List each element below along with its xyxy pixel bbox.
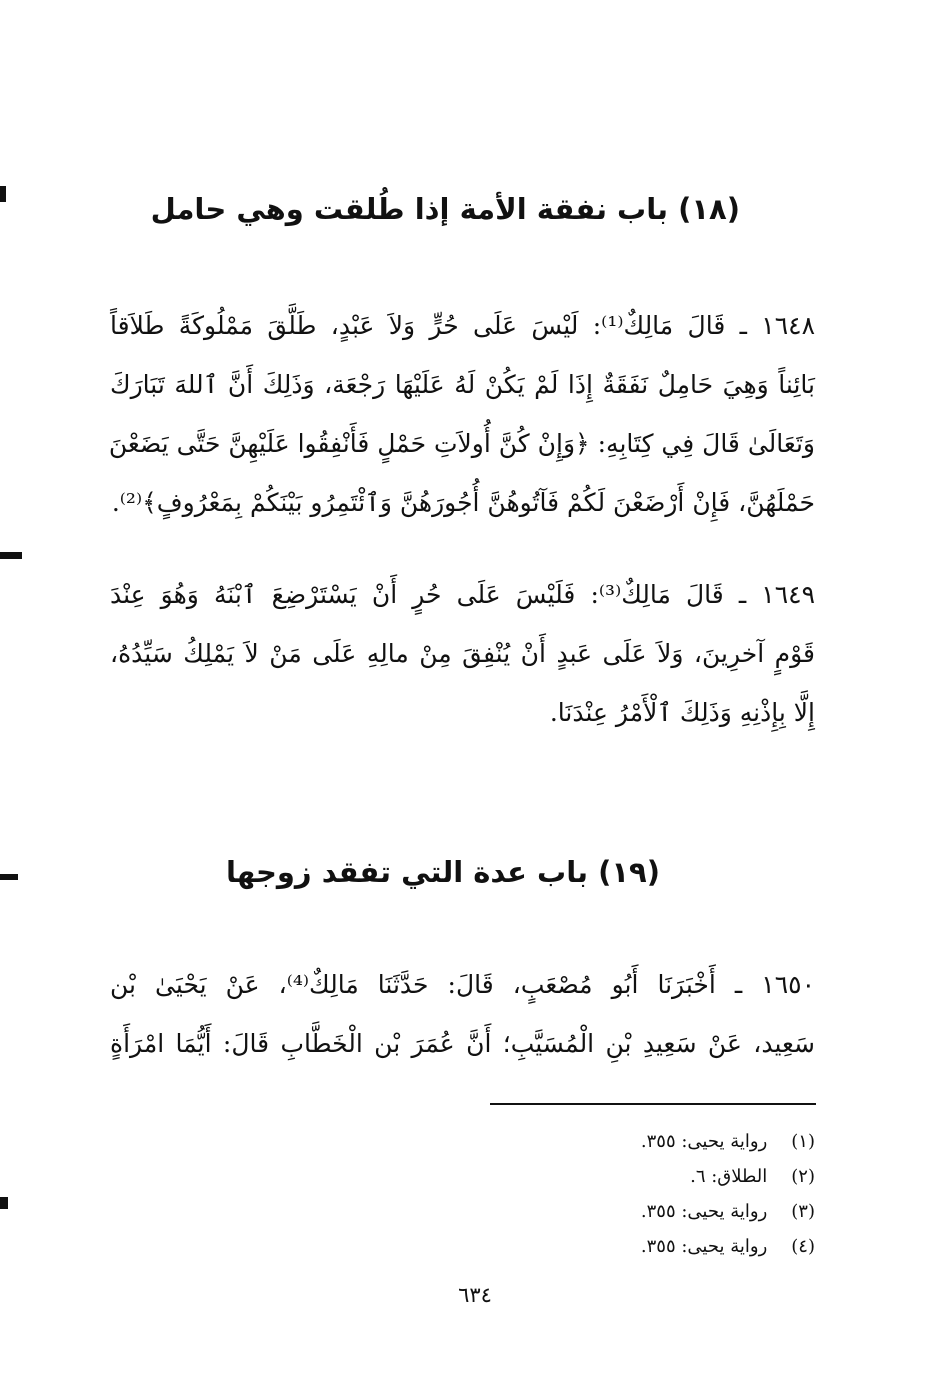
paragraph-1648: [110, 296, 815, 532]
paragraph-line: قَوْمٍ آخرِينَ، وَلاَ عَلَى عَبدٍ أَنْ يُنْفِقَ مِنْ مالِهِ عَلَى مَنْ لاَ يَمْلِكُ سَيِّدُهُ،: [110, 639, 815, 668]
footnote-divider: [490, 1103, 816, 1105]
paragraph-line: إِلَّا بِإِذْنِهِ وَذَلِكَ ٱلْأَمْرُ عِنْدَنَا.: [549, 698, 815, 727]
footnote-item: [480, 1229, 815, 1264]
paragraph-line: بَائِناً وَهِيَ حَامِلٌ نَفَقَةٌ إِذَا لَمْ يَكُنْ لَهُ عَلَيْهَا رَجْعَة، وَذَلِكَ أَنَّ ٱللهَ تَبَارَكَ: [110, 370, 815, 399]
paragraph-line: ١٦٤٨ ـ قَالَ مَالِكٌ⁽¹⁾: لَيْسَ عَلَى حُرٍّ وَلاَ عَبْدٍ، طَلَّقَ مَمْلُوكَةً طَلاَقاً: [110, 311, 815, 340]
footnote-text: الطلاق: ٦.: [690, 1166, 768, 1187]
section-heading-18: (١٨) باب نفقة الأمة إذا طُلقت وهي حامل: [150, 192, 740, 226]
page-number: ٦٣٤: [458, 1283, 492, 1307]
scan-mark: [0, 1197, 8, 1209]
paragraph-line: سَعِيد، عَنْ سَعِيدِ بْنِ الْمُسَيَّبِ؛ أَنَّ عُمَرَ بْن الْخَطَّابِ قَالَ: أَيُّمَا امْرَأَةٍ: [110, 1029, 815, 1058]
section-heading-19: (١٩) باب عدة التي تفقد زوجها: [225, 855, 660, 889]
footnote-number: (٤): [791, 1236, 815, 1257]
paragraph-line: حَمْلَهُنَّ، فَإِنْ أَرْضَعْنَ لَكُمْ فَآتُوهُنَّ أُجُورَهُنَّ وَٱئْتَمِرُو بَيْنَكُمْ بِمَعْرُوفٍ﴾⁽²⁾.: [111, 488, 815, 517]
paragraph-1649: [110, 565, 815, 742]
scan-mark: [0, 552, 22, 559]
paragraph-line: ١٦٤٩ ـ قَالَ مَالِكٌ⁽³⁾: فَلَيْسَ عَلَى حُرٍ أَنْ يَسْتَرْضِعَ ٱبْنَهُ وَهُوَ عِنْدَ: [110, 580, 815, 609]
paragraph-line: وَتَعَالَىٰ قَالَ فِي كِتَابِهِ: ﴿وَإِنْ كُنَّ أُولاَتِ حَمْلٍ فَأَنْفِقُوا عَلَيْهِنَّ حَتَّى يَضَعْنَ: [108, 429, 815, 458]
footnotes: [480, 1124, 815, 1264]
footnote-item: [480, 1159, 815, 1194]
footnote-number: (١): [791, 1131, 815, 1152]
footnote-text: رواية يحيى: ٣٥٥.: [640, 1201, 768, 1222]
paragraph-line: ١٦٥٠ ـ أَخْبَرَنَا أَبُو مُصْعَبٍ، قَالَ: حَدَّثَنَا مَالِكٌ⁽⁴⁾، عَنْ يَحْيَىٰ بْن: [110, 970, 815, 999]
footnote-item: [480, 1194, 815, 1229]
footnote-number: (٣): [791, 1201, 815, 1222]
footnote-text: رواية يحيى: ٣٥٥.: [640, 1131, 768, 1152]
footnote-item: [480, 1124, 815, 1159]
footnote-text: رواية يحيى: ٣٥٥.: [640, 1236, 768, 1257]
paragraph-1650: [110, 955, 815, 1073]
footnote-number: (٢): [791, 1166, 815, 1187]
scan-mark: [0, 874, 18, 880]
scan-mark: [0, 186, 6, 202]
